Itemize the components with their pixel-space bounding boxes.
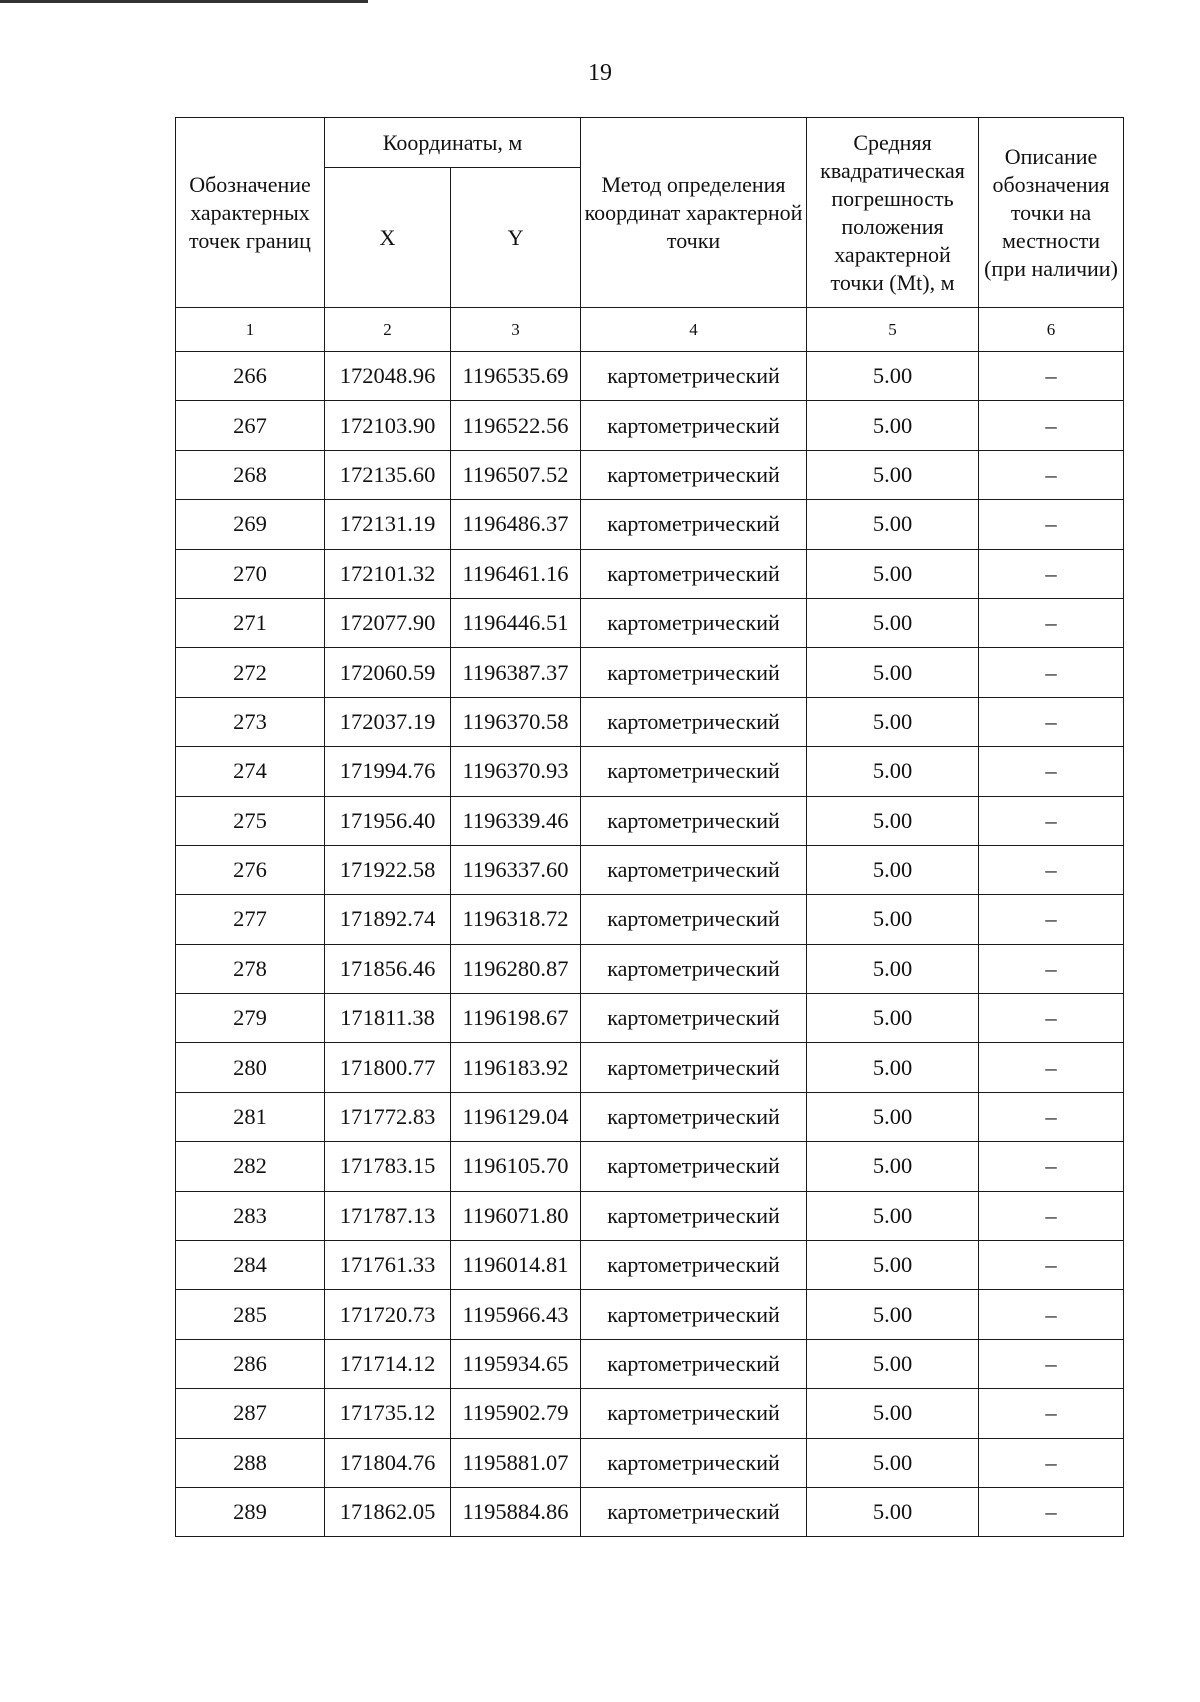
- x-coordinate-cell: 172135.60: [325, 450, 451, 499]
- mean-error-cell: 5.00: [807, 796, 979, 845]
- point-id-cell: 273: [176, 697, 325, 746]
- point-id-cell: 287: [176, 1389, 325, 1438]
- table-row: [176, 1092, 1124, 1141]
- y-coordinate-cell: 1195934.65: [451, 1339, 581, 1388]
- method-cell: картометрический: [581, 648, 807, 697]
- x-coordinate-cell: 171922.58: [325, 845, 451, 894]
- mean-error-cell: 5.00: [807, 845, 979, 894]
- table-row: [176, 1389, 1124, 1438]
- x-coordinate-cell: 171772.83: [325, 1092, 451, 1141]
- column-number: 2: [325, 308, 451, 352]
- point-id-cell: 288: [176, 1438, 325, 1487]
- header-description: Описание обозначения точки на местности (при наличии): [979, 118, 1124, 308]
- description-cell: –: [979, 994, 1124, 1043]
- table-row: [176, 1339, 1124, 1388]
- x-coordinate-cell: 171856.46: [325, 944, 451, 993]
- method-cell: картометрический: [581, 994, 807, 1043]
- point-id-cell: 276: [176, 845, 325, 894]
- point-id-cell: 268: [176, 450, 325, 499]
- method-cell: картометрический: [581, 1241, 807, 1290]
- mean-error-cell: 5.00: [807, 648, 979, 697]
- point-id-cell: 284: [176, 1241, 325, 1290]
- mean-error-cell: 5.00: [807, 500, 979, 549]
- mean-error-cell: 5.00: [807, 450, 979, 499]
- scan-edge-line: [0, 0, 368, 3]
- method-cell: картометрический: [581, 1487, 807, 1536]
- column-number: 4: [581, 308, 807, 352]
- y-coordinate-cell: 1195902.79: [451, 1389, 581, 1438]
- description-cell: –: [979, 648, 1124, 697]
- method-cell: картометрический: [581, 796, 807, 845]
- table-row: [176, 648, 1124, 697]
- y-coordinate-cell: 1196105.70: [451, 1142, 581, 1191]
- table-body: [176, 352, 1124, 1537]
- x-coordinate-cell: 171787.13: [325, 1191, 451, 1240]
- x-coordinate-cell: 172101.32: [325, 549, 451, 598]
- mean-error-cell: 5.00: [807, 549, 979, 598]
- mean-error-cell: 5.00: [807, 994, 979, 1043]
- mean-error-cell: 5.00: [807, 1487, 979, 1536]
- table-row: [176, 450, 1124, 499]
- description-cell: –: [979, 549, 1124, 598]
- table-row: [176, 796, 1124, 845]
- method-cell: картометрический: [581, 500, 807, 549]
- point-id-cell: 280: [176, 1043, 325, 1092]
- y-coordinate-cell: 1196014.81: [451, 1241, 581, 1290]
- x-coordinate-cell: 172077.90: [325, 598, 451, 647]
- x-coordinate-cell: 171994.76: [325, 747, 451, 796]
- mean-error-cell: 5.00: [807, 1142, 979, 1191]
- description-cell: –: [979, 845, 1124, 894]
- y-coordinate-cell: 1196507.52: [451, 450, 581, 499]
- table-row: [176, 1438, 1124, 1487]
- x-coordinate-cell: 171892.74: [325, 895, 451, 944]
- description-cell: –: [979, 401, 1124, 450]
- mean-error-cell: 5.00: [807, 747, 979, 796]
- mean-error-cell: 5.00: [807, 1043, 979, 1092]
- table-row: [176, 895, 1124, 944]
- table-row: [176, 1142, 1124, 1191]
- method-cell: картометрический: [581, 450, 807, 499]
- method-cell: картометрический: [581, 944, 807, 993]
- description-cell: –: [979, 1290, 1124, 1339]
- method-cell: картометрический: [581, 1438, 807, 1487]
- y-coordinate-cell: 1196522.56: [451, 401, 581, 450]
- y-coordinate-cell: 1196071.80: [451, 1191, 581, 1240]
- point-id-cell: 286: [176, 1339, 325, 1388]
- mean-error-cell: 5.00: [807, 352, 979, 401]
- method-cell: картометрический: [581, 1389, 807, 1438]
- description-cell: –: [979, 1339, 1124, 1388]
- y-coordinate-cell: 1196387.37: [451, 648, 581, 697]
- mean-error-cell: 5.00: [807, 1389, 979, 1438]
- description-cell: –: [979, 747, 1124, 796]
- description-cell: –: [979, 1142, 1124, 1191]
- description-cell: –: [979, 1487, 1124, 1536]
- point-id-cell: 285: [176, 1290, 325, 1339]
- header-method: Метод определения координат характерной точки: [581, 118, 807, 308]
- description-cell: –: [979, 1389, 1124, 1438]
- point-id-cell: 289: [176, 1487, 325, 1536]
- description-cell: –: [979, 1438, 1124, 1487]
- x-coordinate-cell: 171720.73: [325, 1290, 451, 1339]
- x-coordinate-cell: 171714.12: [325, 1339, 451, 1388]
- mean-error-cell: 5.00: [807, 1339, 979, 1388]
- y-coordinate-cell: 1196370.93: [451, 747, 581, 796]
- description-cell: –: [979, 1191, 1124, 1240]
- point-id-cell: 266: [176, 352, 325, 401]
- y-coordinate-cell: 1196446.51: [451, 598, 581, 647]
- mean-error-cell: 5.00: [807, 1438, 979, 1487]
- description-cell: –: [979, 598, 1124, 647]
- description-cell: –: [979, 1043, 1124, 1092]
- header-y: Y: [451, 168, 581, 308]
- point-id-cell: 269: [176, 500, 325, 549]
- mean-error-cell: 5.00: [807, 895, 979, 944]
- mean-error-cell: 5.00: [807, 1191, 979, 1240]
- mean-error-cell: 5.00: [807, 598, 979, 647]
- point-id-cell: 272: [176, 648, 325, 697]
- point-id-cell: 281: [176, 1092, 325, 1141]
- x-coordinate-cell: 171761.33: [325, 1241, 451, 1290]
- x-coordinate-cell: 172060.59: [325, 648, 451, 697]
- x-coordinate-cell: 172131.19: [325, 500, 451, 549]
- description-cell: –: [979, 1092, 1124, 1141]
- table-row: [176, 1487, 1124, 1536]
- column-number: 1: [176, 308, 325, 352]
- description-cell: –: [979, 450, 1124, 499]
- method-cell: картометрический: [581, 352, 807, 401]
- mean-error-cell: 5.00: [807, 401, 979, 450]
- method-cell: картометрический: [581, 895, 807, 944]
- mean-error-cell: 5.00: [807, 1241, 979, 1290]
- mean-error-cell: 5.00: [807, 1092, 979, 1141]
- table-row: [176, 845, 1124, 894]
- y-coordinate-cell: 1196280.87: [451, 944, 581, 993]
- column-number: 6: [979, 308, 1124, 352]
- y-coordinate-cell: 1195966.43: [451, 1290, 581, 1339]
- header-coordinates: Координаты, м: [325, 118, 581, 168]
- description-cell: –: [979, 895, 1124, 944]
- method-cell: картометрический: [581, 1142, 807, 1191]
- header-mean-error: Средняя квадратическая погрешность положения характерной точки (Mt), м: [807, 118, 979, 308]
- description-cell: –: [979, 1241, 1124, 1290]
- column-number: 3: [451, 308, 581, 352]
- table-row: [176, 944, 1124, 993]
- point-id-cell: 270: [176, 549, 325, 598]
- y-coordinate-cell: 1195881.07: [451, 1438, 581, 1487]
- table-row: [176, 401, 1124, 450]
- y-coordinate-cell: 1196337.60: [451, 845, 581, 894]
- method-cell: картометрический: [581, 1092, 807, 1141]
- header-point-designation: Обозначение характерных точек границ: [176, 118, 325, 308]
- method-cell: картометрический: [581, 845, 807, 894]
- table-row: [176, 352, 1124, 401]
- x-coordinate-cell: 172103.90: [325, 401, 451, 450]
- y-coordinate-cell: 1196535.69: [451, 352, 581, 401]
- x-coordinate-cell: 171811.38: [325, 994, 451, 1043]
- method-cell: картометрический: [581, 1339, 807, 1388]
- method-cell: картометрический: [581, 549, 807, 598]
- point-id-cell: 279: [176, 994, 325, 1043]
- method-cell: картометрический: [581, 1191, 807, 1240]
- page-number: 19: [588, 60, 612, 86]
- mean-error-cell: 5.00: [807, 944, 979, 993]
- y-coordinate-cell: 1196486.37: [451, 500, 581, 549]
- point-id-cell: 267: [176, 401, 325, 450]
- description-cell: –: [979, 352, 1124, 401]
- y-coordinate-cell: 1196129.04: [451, 1092, 581, 1141]
- point-id-cell: 275: [176, 796, 325, 845]
- method-cell: картометрический: [581, 598, 807, 647]
- point-id-cell: 277: [176, 895, 325, 944]
- boundary-points-table: [175, 117, 1124, 1537]
- x-coordinate-cell: 171804.76: [325, 1438, 451, 1487]
- table-row: [176, 1043, 1124, 1092]
- table-row: [176, 500, 1124, 549]
- x-coordinate-cell: 172048.96: [325, 352, 451, 401]
- table-row: [176, 697, 1124, 746]
- method-cell: картометрический: [581, 401, 807, 450]
- table-row: [176, 1290, 1124, 1339]
- table-row: [176, 994, 1124, 1043]
- column-number: 5: [807, 308, 979, 352]
- x-coordinate-cell: 171862.05: [325, 1487, 451, 1536]
- method-cell: картометрический: [581, 1290, 807, 1339]
- x-coordinate-cell: 172037.19: [325, 697, 451, 746]
- x-coordinate-cell: 171800.77: [325, 1043, 451, 1092]
- mean-error-cell: 5.00: [807, 1290, 979, 1339]
- y-coordinate-cell: 1196318.72: [451, 895, 581, 944]
- description-cell: –: [979, 944, 1124, 993]
- y-coordinate-cell: 1196198.67: [451, 994, 581, 1043]
- y-coordinate-cell: 1196339.46: [451, 796, 581, 845]
- point-id-cell: 271: [176, 598, 325, 647]
- method-cell: картометрический: [581, 747, 807, 796]
- table-row: [176, 747, 1124, 796]
- y-coordinate-cell: 1196370.58: [451, 697, 581, 746]
- point-id-cell: 274: [176, 747, 325, 796]
- table-row: [176, 549, 1124, 598]
- description-cell: –: [979, 796, 1124, 845]
- y-coordinate-cell: 1196183.92: [451, 1043, 581, 1092]
- point-id-cell: 282: [176, 1142, 325, 1191]
- header-x: X: [325, 168, 451, 308]
- table-row: [176, 598, 1124, 647]
- column-numbers-row: [176, 308, 1124, 352]
- method-cell: картометрический: [581, 1043, 807, 1092]
- table-row: [176, 1241, 1124, 1290]
- table-row: [176, 1191, 1124, 1240]
- table-header: [176, 118, 1124, 352]
- point-id-cell: 278: [176, 944, 325, 993]
- y-coordinate-cell: 1196461.16: [451, 549, 581, 598]
- description-cell: –: [979, 697, 1124, 746]
- x-coordinate-cell: 171783.15: [325, 1142, 451, 1191]
- mean-error-cell: 5.00: [807, 697, 979, 746]
- method-cell: картометрический: [581, 697, 807, 746]
- description-cell: –: [979, 500, 1124, 549]
- y-coordinate-cell: 1195884.86: [451, 1487, 581, 1536]
- x-coordinate-cell: 171735.12: [325, 1389, 451, 1438]
- point-id-cell: 283: [176, 1191, 325, 1240]
- x-coordinate-cell: 171956.40: [325, 796, 451, 845]
